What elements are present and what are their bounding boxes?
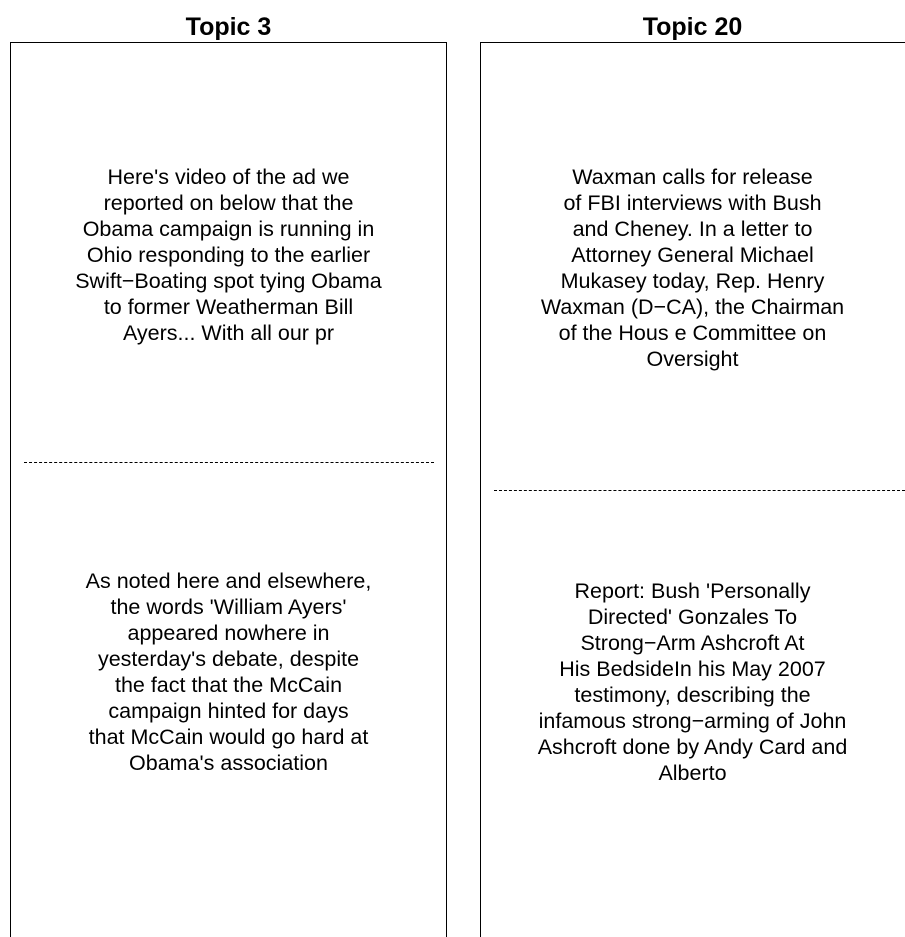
topic-20-snippet-1: Waxman calls for release of FBI interviews with Bush and Cheney. In a letter to Attorney General Michael Mukasey today, Rep. Henry Waxman (D−CA), the Chairman of the Hous e Committee on Oversight — [540, 165, 845, 371]
topic-3-divider — [24, 462, 434, 463]
topic-3-title: Topic 3 — [185, 13, 272, 41]
topic-3-snippet-2: As noted here and elsewhere, the words 'William Ayers' appeared nowhere in yesterday's debate, despite the fact that the McCain campaign hinted for days that McCain would go hard at Obama's association — [85, 569, 372, 775]
topic-3-snippet-1: Here's video of the ad we reported on below that the Obama campaign is running in Ohio responding to the earlier Swift−Boating spot tying Obama to former Weatherman Bill Ayers... With all our pr — [75, 165, 382, 345]
topic-20-title: Topic 20 — [642, 13, 743, 41]
topic-20-snippet-2: Report: Bush 'Personally Directed' Gonzales To Strong−Arm Ashcroft At His BedsideIn his May 2007 testimony, describing the infamous strong−arming of John Ashcroft done by Andy Card and Alberto — [537, 579, 848, 785]
topic-20-divider — [494, 490, 905, 491]
